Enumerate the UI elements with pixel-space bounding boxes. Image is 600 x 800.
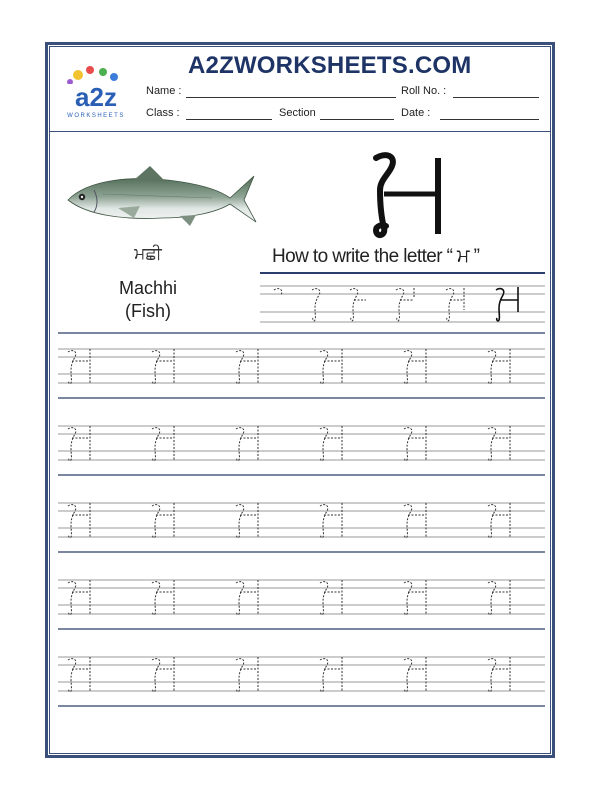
dotted-letter-trace: [68, 349, 90, 384]
dotted-letter-trace: [320, 426, 342, 461]
dotted-letter-trace: [320, 349, 342, 384]
dotted-letter-trace: [152, 349, 174, 384]
class-label: Class :: [146, 107, 180, 119]
word-meaning: (Fish): [125, 301, 171, 321]
dotted-letter-trace: [152, 580, 174, 615]
dotted-letter-trace: [488, 580, 510, 615]
practice-row[interactable]: [58, 503, 545, 552]
dotted-letter-trace: [236, 580, 258, 615]
practice-row[interactable]: [58, 657, 545, 706]
section-label: Section: [279, 107, 316, 119]
practice-row[interactable]: [58, 426, 545, 475]
dotted-letter-trace: [404, 657, 426, 692]
english-word: Machhi: [118, 278, 178, 298]
roll-label: Roll No. :: [401, 85, 447, 97]
dotted-letter-trace: [320, 580, 342, 615]
punjabi-word: ਮਛੀ: [134, 244, 162, 264]
dotted-letter-trace: [404, 349, 426, 384]
practice-row[interactable]: [58, 580, 545, 629]
site-title: A2ZWORKSHEETS.COM: [188, 52, 472, 79]
dotted-letter-trace: [68, 426, 90, 461]
dotted-letter-trace: [236, 503, 258, 538]
dotted-letter-trace: [320, 657, 342, 692]
dotted-letter-trace: [404, 503, 426, 538]
dotted-letter-trace: [488, 426, 510, 461]
dotted-letter-trace: [236, 426, 258, 461]
dotted-letter-trace: [68, 580, 90, 615]
howto-heading: How to write the letter “ ਮ ”: [272, 246, 480, 267]
dotted-letter-trace: [404, 426, 426, 461]
dotted-letter-trace: [68, 657, 90, 692]
dotted-letter-trace: [236, 657, 258, 692]
dotted-letter-trace: [404, 580, 426, 615]
dotted-letter-trace: [68, 503, 90, 538]
dotted-letter-trace: [320, 503, 342, 538]
dotted-letter-trace: [236, 349, 258, 384]
dotted-letter-trace: [488, 657, 510, 692]
dotted-letter-trace: [488, 503, 510, 538]
dotted-letter-trace: [152, 426, 174, 461]
dotted-letter-trace: [152, 657, 174, 692]
dotted-letter-trace: [152, 503, 174, 538]
logo-subtext: WORKSHEETS: [67, 113, 125, 119]
name-label: Name :: [146, 85, 182, 97]
dotted-letter-trace: [488, 349, 510, 384]
practice-row[interactable]: [58, 349, 545, 398]
logo-text: a2z: [75, 82, 117, 112]
date-label: Date :: [401, 107, 431, 119]
